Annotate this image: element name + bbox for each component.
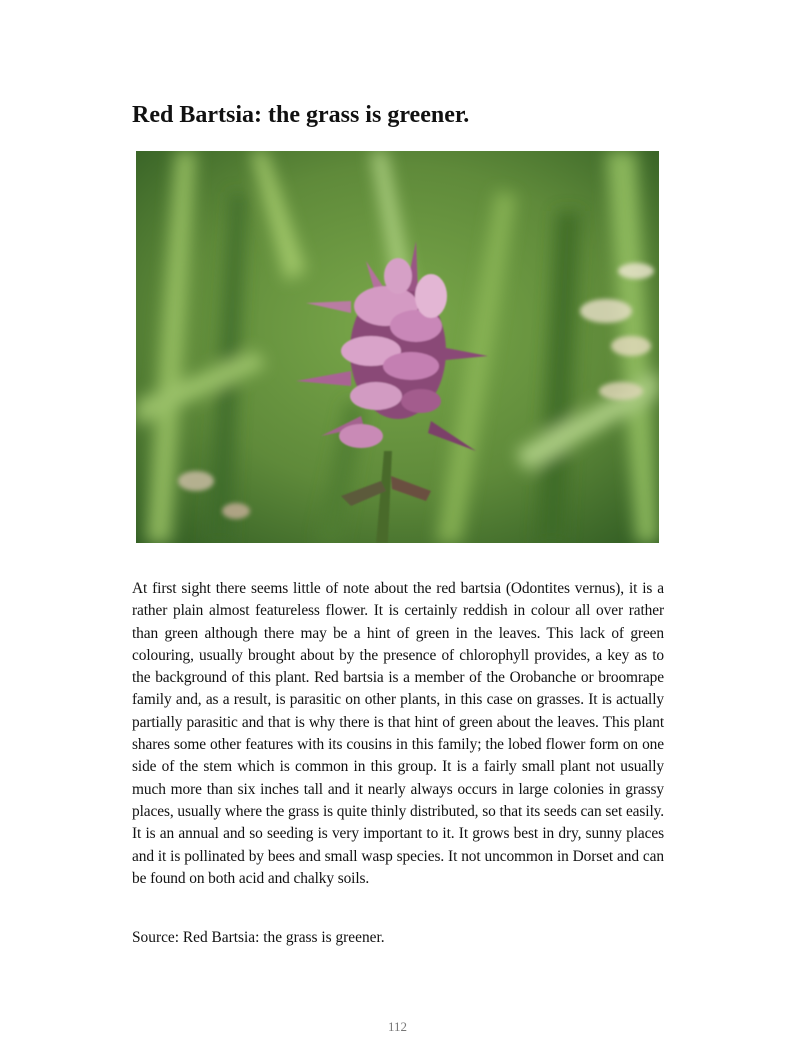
page-title: Red Bartsia: the grass is greener. <box>132 102 470 128</box>
red-bartsia-photo <box>136 151 659 543</box>
body-paragraph: At first sight there seems little of note about the red bartsia (Odontites vernus), it is a rather plain almost featureless flower. It is certainly reddish in colour all over rather than green although there may be a hint of green in the leaves. This lack of green colouring, usually brought about by the presence of chlorophyll provides, a key as to the background of this plant. Red bartsia is a member of the Orobanche or broomrape family and, as a result, is parasitic on other plants, in this case on grasses. It is actually partially parasitic and that is why there is that hint of green about the leaves. This plant shares some other features with its cousins in this family; the lobed flower form on one side of the stem which is common in this group. It is a fairly small plant not usually much more than six inches tall and it nearly always occurs in large colonies in grassy places, usually where the grass is quite thinly distributed, so that its seeds can set easily. It is an annual and so seeding is very important to it. It grows best in dry, sunny places and it is pollinated by bees and small wasp species. It not uncommon in Dorset and can be found on both acid and chalky soils. <box>132 580 664 887</box>
source-line: Source: Red Bartsia: the grass is greener. <box>132 929 385 946</box>
page-number: 112 <box>387 1019 408 1034</box>
flower-illustration <box>136 151 659 543</box>
